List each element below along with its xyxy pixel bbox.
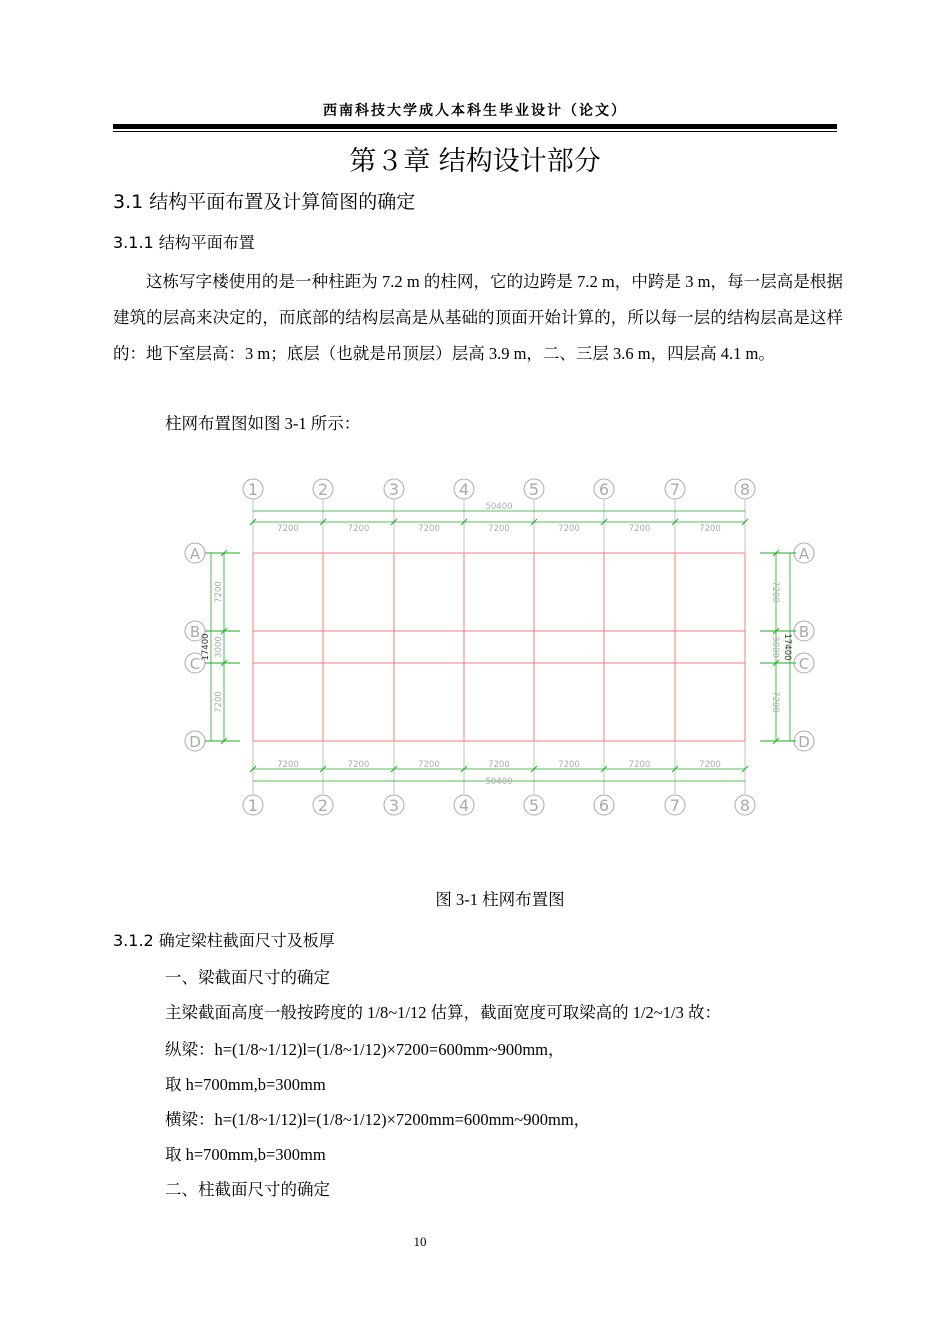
dimension-text-row: 7200 [214, 691, 224, 713]
dimension-text-row: 7200 [770, 581, 780, 603]
column-label: 7 [669, 796, 681, 815]
row-label: C [798, 655, 810, 673]
dimension-text-row: 3000 [770, 636, 780, 658]
text-line: 取 h=700mm,b=300mm [165, 1145, 326, 1164]
text-line: 横梁：h=(1/8~1/12)l=(1/8~1/12)×7200mm=600mm~900mm， [165, 1110, 591, 1129]
column-label: 1 [247, 480, 259, 499]
dimension-text-bay: 7200 [347, 524, 370, 534]
column-label: 1 [247, 796, 259, 815]
header-rule-thin [113, 131, 837, 132]
figure-caption: 图 3-1 柱网布置图 [435, 890, 565, 909]
column-label: 8 [739, 796, 751, 815]
dimension-text-bay: 7200 [277, 524, 299, 534]
row-label: A [189, 545, 201, 563]
column-label: 4 [458, 480, 470, 499]
subsection-title-structural-layout: 3.1.1 结构平面布置 [113, 233, 255, 252]
column-label: 8 [739, 480, 751, 499]
row-label: D [189, 733, 201, 751]
page-number: 10 [413, 1234, 427, 1249]
dimension-text-bay: 7200 [488, 524, 510, 534]
paragraph-layout-description: 这栋写字楼使用的是一种柱距为 7.2 m 的柱网，它的边跨是 7.2 m，中跨是 3 m，每一层高是根据建筑的层高来决定的，而底部的结构层高是从基础的顶面开始计算的，所以每一层的结构层高是这样的：地下室层高：3 m；底层（也就是吊顶层）层高 3.9 m，二、三层 3.6 m，四层高 4.1 m。 [113, 272, 843, 363]
chapter-title: 第３章 结构设计部分 [349, 146, 601, 177]
column-label: 7 [669, 480, 681, 499]
column-label: 4 [458, 796, 470, 815]
text-line: 二、柱截面尺寸的确定 [165, 1180, 330, 1199]
dimension-text-total: 50400 [485, 777, 513, 787]
dimension-text-total-width: 17400 [782, 633, 792, 661]
column-grid-plan-figure [0, 470, 950, 830]
dimension-text-bay: 7200 [347, 760, 370, 770]
row-label: A [798, 545, 810, 563]
text-line: 一、梁截面尺寸的确定 [165, 968, 330, 987]
row-label: B [189, 623, 201, 641]
dimension-text-bay: 7200 [277, 760, 299, 770]
page-header: 西南科技大学成人本科生毕业设计（论文） [323, 103, 627, 119]
dimension-text-bay: 7200 [699, 760, 721, 770]
dimension-text-bay: 7200 [628, 524, 651, 534]
dimension-text-total-width: 17400 [201, 633, 211, 661]
dimension-text-total: 50400 [485, 502, 513, 512]
dimension-text-row: 3000 [214, 636, 224, 658]
dimension-text-bay: 7200 [628, 760, 651, 770]
text-line: 纵梁：h=(1/8~1/12)l=(1/8~1/12)×7200=600mm~900mm， [165, 1040, 565, 1059]
row-label: C [189, 655, 201, 673]
column-label: 6 [598, 796, 610, 815]
dimension-text-bay: 7200 [558, 524, 580, 534]
column-label: 3 [388, 480, 400, 499]
column-label: 2 [317, 796, 329, 815]
dimension-text-row: 7200 [770, 691, 780, 713]
dimension-text-bay: 7200 [418, 760, 440, 770]
section-title: 3.1 结构平面布置及计算简图的确定 [113, 191, 416, 213]
text-line: 取 h=700mm,b=300mm [165, 1075, 326, 1094]
paragraph-figure-intro: 柱网布置图如图 3-1 所示： [165, 414, 361, 433]
column-label: 5 [528, 480, 540, 499]
row-label: B [798, 623, 810, 641]
dimension-text-bay: 7200 [558, 760, 580, 770]
dimension-text-bay: 7200 [488, 760, 510, 770]
header-rule-thick [113, 124, 837, 129]
column-label: 3 [388, 796, 400, 815]
dimension-text-bay: 7200 [418, 524, 440, 534]
column-label: 2 [317, 480, 329, 499]
dimension-text-row: 7200 [214, 581, 224, 603]
column-label: 5 [528, 796, 540, 815]
text-line: 主梁截面高度一般按跨度的 1/8~1/12 估算，截面宽度可取梁高的 1/2~1/3 故： [165, 1003, 721, 1022]
subsection-title-section-sizes: 3.1.2 确定梁柱截面尺寸及板厚 [113, 931, 335, 950]
row-label: D [798, 733, 810, 751]
column-label: 6 [598, 480, 610, 499]
dimension-text-bay: 7200 [699, 524, 721, 534]
